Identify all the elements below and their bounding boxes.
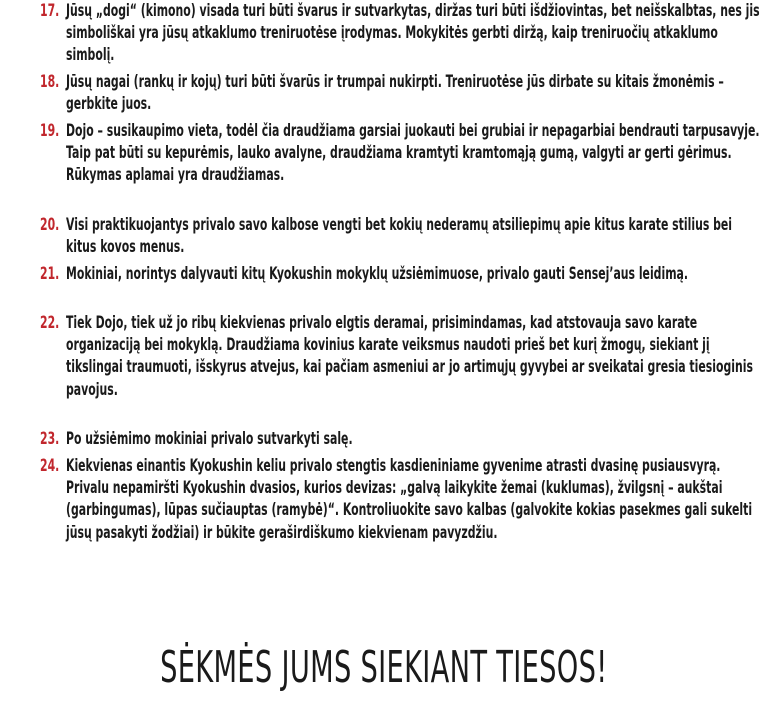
rule-20 [40, 214, 762, 258]
rule-number: 19. [40, 121, 60, 140]
rule-number: 21. [40, 264, 60, 283]
rules-list [40, 0, 762, 593]
rule-number: 24. [40, 456, 60, 475]
rule-21 [40, 263, 762, 307]
rule-number: 17. [40, 1, 60, 20]
rule-22 [40, 312, 762, 423]
rule-17 [40, 0, 762, 66]
rule-number: 22. [40, 313, 60, 332]
rule-23 [40, 428, 762, 450]
rule-text: Jūsų „dogi“ (kimono) visada turi būti švarus ir sutvarkytas, diržas turi būti išdžiovintas, bet neišskalbtas, nes jis simboliškai yra jūsų atkaklumo treniruotėse įrodymas. Mokykitės gerbti diržą, kaip treniruočių atkaklumo simbolį. [66, 1, 760, 65]
rule-number: 23. [40, 429, 60, 448]
rule-19 [40, 120, 762, 209]
closing-slogan-text: SĖKMĖS JUMS SIEKIANT TIESOS! [160, 642, 608, 693]
rule-text: Visi praktikuojantys privalo savo kalbose vengti bet kokių nederamų atsiliepimų apie kitus karate stilius bei kitus kovos menus. [66, 215, 733, 257]
rule-18 [40, 71, 762, 115]
rule-text: Kiekvienas einantis Kyokushin keliu privalo stengtis kasdieniniame gyvenime atrasti dvasinę pusiausvyrą. Privalu nepamiršti Kyokushin dvasios, kurios devizas: „galvą laikykite žemai (kuklumas), žvilgsnį – aukštai (garbingumas), lūpas sučiauptas (ramybė)“. Kontroliuokite savo kalbas (galvokite kokias pasekmes gali sukelti jūsų pasakyti žodžiai) ir būkite geraširdiškumo kiekvienam pavyzdžiu. [66, 456, 753, 542]
rule-text: Mokiniai, norintys dalyvauti kitų Kyokushin mokyklų užsiėmimuose, privalo gauti Sensej’aus leidimą. [66, 264, 689, 283]
rule-text: Jūsų nagai (rankų ir kojų) turi būti švarūs ir trumpai nukirpti. Treniruotėse jūs dirbate su kitais žmonėmis – gerbkite juos. [66, 72, 724, 114]
closing-slogan [0, 644, 768, 692]
rule-number: 20. [40, 215, 60, 234]
rule-text: Tiek Dojo, tiek už jo ribų kiekvienas privalo elgtis deramai, prisimindamas, kad atstovauja savo karate organizaciją bei mokyklą. Draudžiama kovinius karate veiksmus naudoti prieš bet kurį žmogų, siekiant jį tikslingai traumuoti, išskyrus atvejus, kai pačiam asmeniui ar jo artimųjų gyvybei ar sveikatai gresia tiesioginis pavojus. [66, 313, 753, 399]
rule-number: 18. [40, 72, 60, 91]
rule-text: Po užsiėmimo mokiniai privalo sutvarkyti salę. [66, 429, 353, 448]
rule-24 [40, 455, 762, 588]
rule-text: Dojo – susikaupimo vieta, todėl čia draudžiama garsiai juokauti bei grubiai ir nepagarbiai bendrauti tarpusavyje. Taip pat būti su kepurėmis, lauko avalyne, draudžiama kramtyti kramtomąją gumą, valgyti ar gerti gėrimus. Rūkymas aplamai yra draudžiamas. [66, 121, 760, 185]
